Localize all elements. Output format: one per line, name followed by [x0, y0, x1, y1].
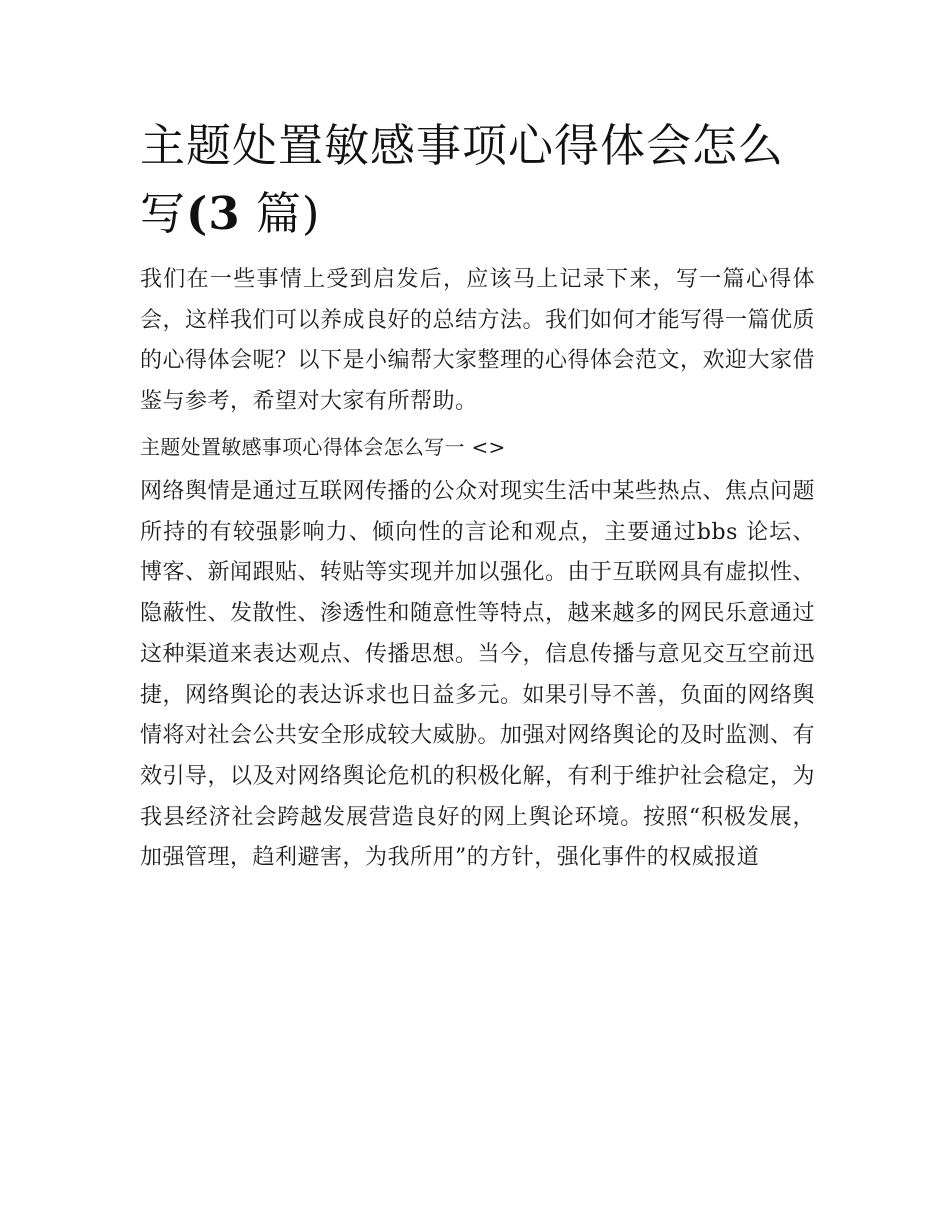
document-title-paren-open: (	[186, 187, 209, 240]
document-title-main: 主题处置敏感事项心得体会怎么写	[140, 119, 785, 240]
document-title-paren-close: 篇)	[240, 187, 321, 240]
document-title	[140, 112, 800, 248]
document-content	[140, 112, 815, 879]
section-heading: 主题处置敏感事项心得体会怎么写一 <>	[140, 435, 506, 459]
document-title-count: 3	[208, 187, 241, 240]
body-paragraph: 网络舆情是通过互联网传播的公众对现实生活中某些热点、焦点问题所持的有较强影响力、倾向性的言论和观点，主要通过bbs 论坛、博客、新闻跟贴、转贴等实现并加以强化。由于互联网具有虚拟性、隐蔽性、发散性、渗透性和随意性等特点，越来越多的网民乐意通过这种渠道来表达观点、传播思想。当今，信息传播与意见交互空前迅捷，网络舆论的表达诉求也日益多元。如果引导不善，负面的网络舆情将对社会公共安全形成较大威胁。加强对网络舆论的及时监测、有效引导，以及对网络舆论危机的积极化解，有利于维护社会稳定，为我县经济社会跨越发展营造良好的网上舆论环境。按照“积极发展，加强管理，趋利避害，为我所用”的方针，强化事件的权威报道	[140, 479, 816, 871]
intro-paragraph: 我们在一些事情上受到启发后，应该马上记录下来，写一篇心得体会，这样我们可以养成良好的总结方法。我们如何才能写得一篇优质的心得体会呢？以下是小编帮大家整理的心得体会范文，欢迎大家借鉴与参考，希望对大家有所帮助。	[140, 267, 816, 414]
